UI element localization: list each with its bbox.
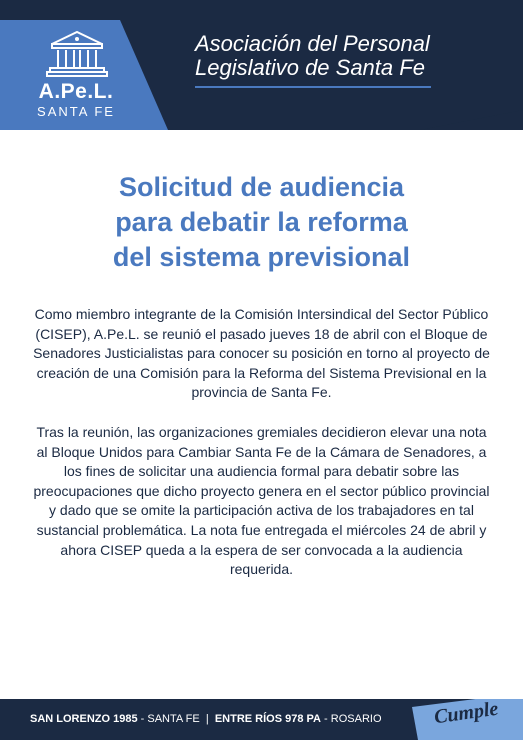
footer-address2-city: - ROSARIO (321, 713, 382, 725)
footer-address2-street: ENTRE RÍOS 978 PA (214, 713, 321, 725)
org-name-line2: Legislativo de Santa Fe (195, 55, 425, 80)
body-paragraph-1: Como miembro integrante de la Comisión Intersindical del Sector Público (CISEP), A.Pe.L. se reunió el pasado jueves 18 de abril con el Bloque de Senadores Justicialistas para conocer su posición en torno al proyecto de creación de una Comisión para la Reforma del Sistema Previsional en la provincia de Santa Fe. (33, 306, 490, 401)
title-line2: para debatir la reforma (115, 207, 408, 237)
org-underline (195, 86, 431, 88)
body-paragraph-2: Tras la reunión, las organizaciones gremiales decidieron elevar una nota al Bloque Unidos para Cambiar Santa Fe de la Cámara de Senadores, a los fines de solicitar una audiencia formal para debatir sobre las preocupaciones que dicho proyecto genera en el sector público provincial y dado que se omite la participación activa de los trabajadores en tal sustancial problemática. La nota fue entregada el miércoles 24 de abril y ahora CISEP queda a la espera de ser convocada a la audiencia requerida. (33, 424, 490, 578)
cumple-tag: Cumple (432, 697, 500, 729)
header (0, 0, 523, 130)
building-icon (46, 28, 108, 78)
footer-address1-street: SAN LORENZO 1985 (30, 713, 138, 725)
org-name-line1: Asociación del Personal (195, 31, 430, 56)
footer-address1-city: - SANTA FE (137, 713, 200, 725)
logo-subtitle: SANTA FE (37, 104, 115, 119)
title-line3: del sistema previsional (112, 242, 411, 272)
footer-separator: | (199, 713, 215, 725)
page-title (40, 170, 483, 275)
title-line1: Solicitud de audiencia (118, 172, 405, 202)
logo-name: A.Pe.L. (38, 80, 114, 103)
